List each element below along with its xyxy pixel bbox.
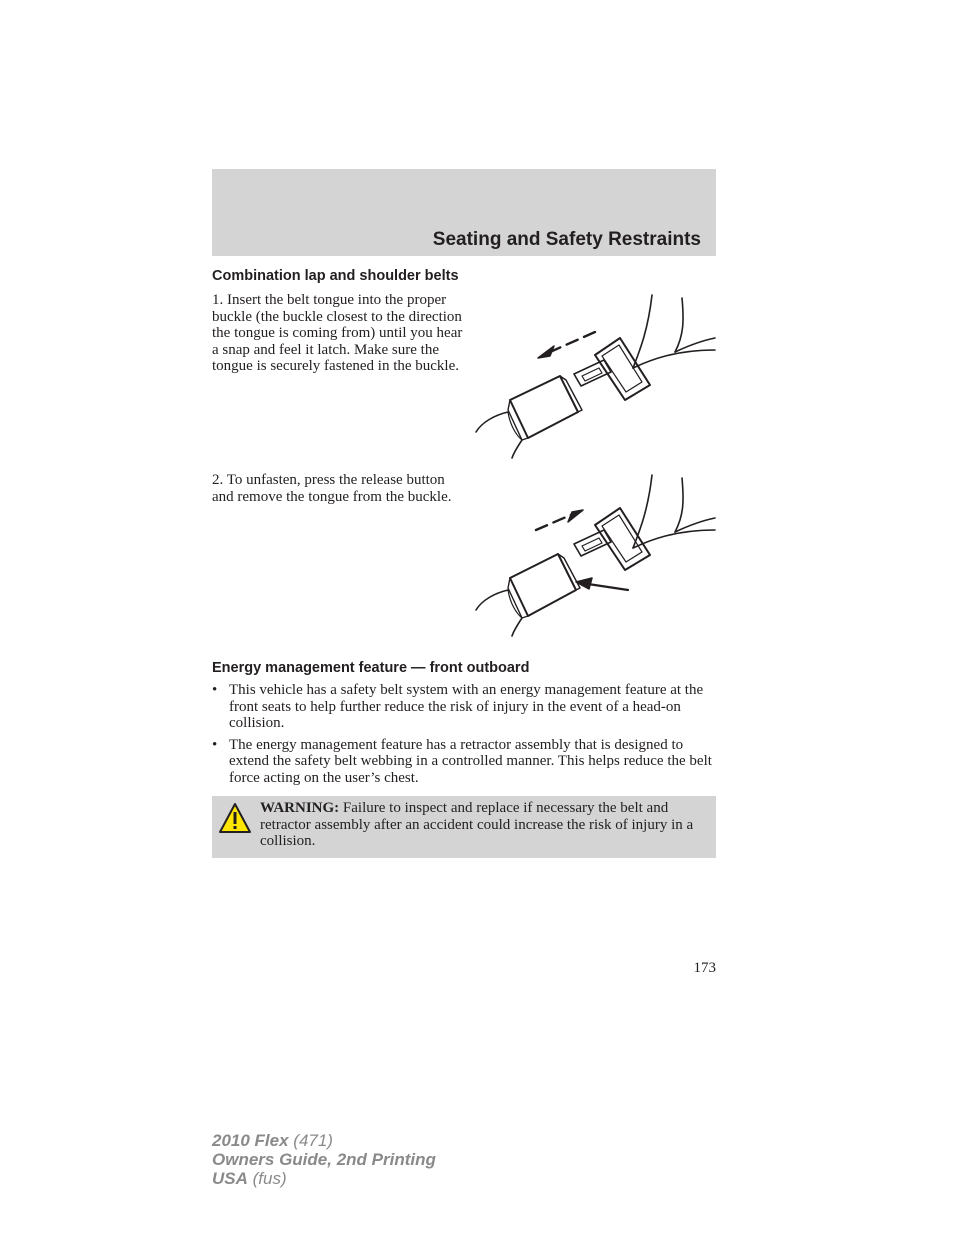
- belt-tongue-slot: [582, 368, 602, 381]
- bullet-glyph: •: [212, 682, 218, 698]
- insert-direction-arrow: [550, 332, 595, 352]
- warning-box: [212, 796, 716, 858]
- heading-combination-belts: Combination lap and shoulder belts: [212, 268, 459, 284]
- belt-webbing-edge: [675, 298, 683, 352]
- buckle-body: [510, 376, 578, 438]
- belt-webbing-edge: [633, 350, 715, 368]
- unfasten-belt-illustration: [470, 470, 720, 640]
- step-2-text: 2. To unfasten, press the release button and remove the tongue from the buckle.: [212, 472, 452, 505]
- page-number: 173: [693, 960, 716, 976]
- bullet-glyph: •: [212, 736, 218, 753]
- buckle-strap-edge: [512, 440, 522, 458]
- arrow-head: [576, 578, 592, 589]
- buckle-strap-edge: [476, 412, 508, 432]
- heading-energy-management: Energy management feature — front outboard: [212, 660, 530, 676]
- step-1-text: 1. Insert the belt tongue into the proper buckle (the buckle closest to the direction the tongue is coming from) until you hear a snap and feel it latch. Make sure the tongue is securely fastened in the buckle.: [212, 292, 463, 375]
- belt-tongue-inner: [602, 345, 642, 392]
- list-item: [212, 682, 716, 732]
- release-button-arrow: [588, 584, 628, 590]
- footer-model-code: (471): [288, 1131, 333, 1150]
- arrow-head: [538, 346, 554, 358]
- list-item: [212, 737, 716, 787]
- energy-management-list: [212, 682, 716, 792]
- belt-tongue-blade: [574, 530, 611, 556]
- warning-label: WARNING:: [260, 800, 340, 816]
- list-item-text: The energy management feature has a retractor assembly that is designed to extend the safety belt webbing in a controlled manner. This helps reduce the belt force acting on the user’s chest.: [229, 736, 712, 786]
- buckle-strap-edge: [512, 618, 522, 636]
- arrow-head: [568, 510, 583, 522]
- belt-webbing-edge: [633, 295, 652, 368]
- list-item-text: This vehicle has a safety belt system with an energy management feature at the front seats to help further reduce the risk of injury in the event of a head-on collision.: [229, 682, 704, 732]
- buckle-strap-edge: [476, 590, 508, 610]
- footer-market-code: (fus): [247, 1169, 287, 1188]
- footer-model: 2010 Flex: [212, 1131, 289, 1150]
- fasten-belt-illustration: [470, 290, 720, 460]
- warning-triangle-icon: [218, 802, 252, 835]
- belt-tongue-slot: [582, 538, 602, 551]
- belt-webbing-edge: [633, 475, 652, 548]
- footer-market: USA: [212, 1169, 248, 1188]
- warning-text: Failure to inspect and replace if necessary the belt and retractor assembly after an accident could increase the risk of injury in a collision.: [260, 800, 694, 850]
- document-footer: [212, 1131, 436, 1188]
- belt-tongue-plate: [595, 338, 650, 400]
- belt-webbing-edge: [675, 478, 683, 532]
- belt-tongue-plate: [595, 508, 650, 570]
- belt-tongue-blade: [574, 360, 611, 386]
- section-header-band: [212, 169, 716, 256]
- belt-webbing-edge: [633, 530, 715, 548]
- footer-guide-edition: Owners Guide, 2nd Printing: [212, 1150, 436, 1169]
- section-title: Seating and Safety Restraints: [432, 229, 701, 250]
